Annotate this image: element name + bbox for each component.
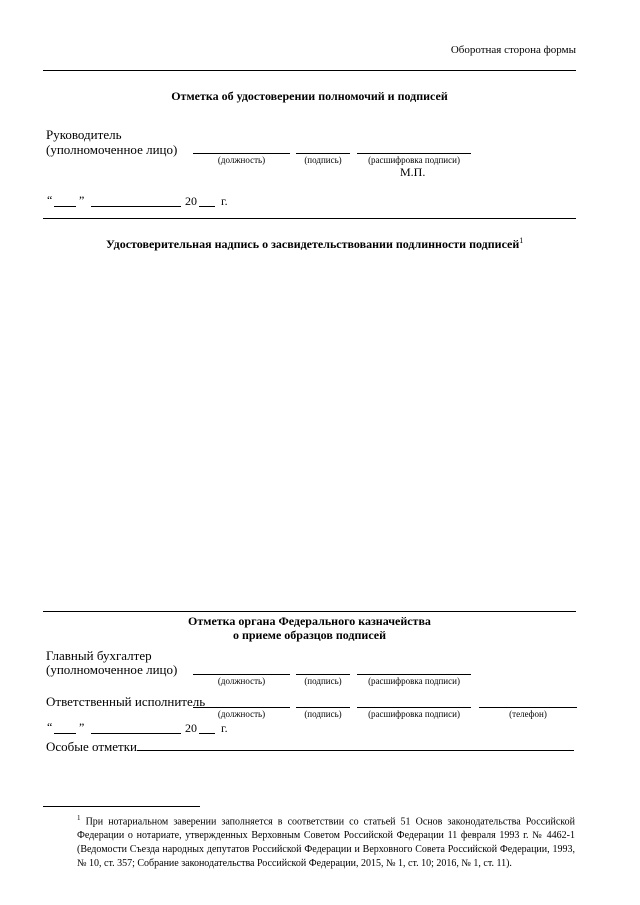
footnote-separator bbox=[43, 806, 200, 807]
executor-signature-caption: (подпись) bbox=[304, 709, 342, 719]
executor-phone-caption: (телефон) bbox=[509, 709, 547, 719]
date-open-quote: “ bbox=[47, 193, 53, 207]
stamp-place-label: М.П. bbox=[400, 165, 426, 179]
section-title-authority: Отметка об удостоверении полномочий и подписей bbox=[171, 89, 448, 103]
executor-signature-line[interactable] bbox=[296, 707, 350, 708]
date-year-suffix: г. bbox=[221, 194, 228, 208]
head-signature-line[interactable] bbox=[296, 153, 350, 154]
executor-decoding-line[interactable] bbox=[357, 707, 471, 708]
section-title-treasury-2: о приеме образцов подписей bbox=[232, 628, 387, 642]
chief-position-caption: (должность) bbox=[217, 676, 266, 686]
form-side-label: Оборотная сторона формы bbox=[450, 44, 576, 56]
footnote-text: При нотариальном заверении заполняется в соответствии со статьей 51 Основ законодательства Российской Федерации о нотариате, утвержденных Верховным Советом Российской Федерации 11 февраля 1993 г. № 4462-1 (Ведомости Съезда народных депутатов Российской Федерации и Верховного Совета Российской Федерации, 1993, № 10, ст. 357; Собрание законодательства Российской Федерации, 2015, № 1, ст. 10; 2016, № 1, ст. 11). bbox=[77, 816, 575, 870]
chief-label: Главный бухгалтер bbox=[46, 648, 152, 663]
special-marks-line[interactable] bbox=[137, 750, 574, 751]
date-day-line[interactable] bbox=[54, 206, 76, 207]
section1-divider bbox=[43, 218, 576, 219]
executor-phone-line[interactable] bbox=[479, 707, 577, 708]
head-sub-label: (уполномоченное лицо) bbox=[46, 142, 178, 157]
chief-signature-caption: (подпись) bbox=[304, 676, 342, 686]
footnote bbox=[77, 811, 575, 871]
section-title-treasury-1: Отметка органа Федерального казначейства bbox=[188, 614, 431, 628]
chief-signature-line[interactable] bbox=[296, 674, 350, 675]
date2-year-prefix: 20 bbox=[185, 721, 197, 735]
executor-position-caption: (должность) bbox=[217, 709, 266, 719]
special-marks-label: Особые отметки bbox=[46, 739, 137, 754]
date-month-line[interactable] bbox=[91, 206, 181, 207]
chief-sub-label: (уполномоченное лицо) bbox=[46, 662, 178, 677]
date-year-line[interactable] bbox=[199, 206, 215, 207]
top-divider bbox=[43, 70, 576, 71]
section-title-notary bbox=[106, 236, 523, 252]
date-year-prefix: 20 bbox=[185, 194, 197, 208]
footnote-mark: 1 bbox=[77, 814, 81, 822]
date2-month-line[interactable] bbox=[91, 733, 181, 734]
head-decoding-line[interactable] bbox=[357, 153, 471, 154]
chief-position-line[interactable] bbox=[193, 674, 290, 675]
chief-decoding-caption: (расшифровка подписи) bbox=[368, 676, 460, 686]
date-close-quote: ” bbox=[79, 193, 85, 207]
date2-year-suffix: г. bbox=[221, 721, 228, 735]
head-position-line[interactable] bbox=[193, 153, 290, 154]
head-label: Руководитель bbox=[46, 127, 122, 142]
signature-caption: (подпись) bbox=[304, 155, 342, 165]
decoding-caption: (расшифровка подписи) bbox=[368, 155, 460, 165]
date2-day-line[interactable] bbox=[54, 733, 76, 734]
position-caption: (должность) bbox=[217, 155, 266, 165]
date2-open-quote: “ bbox=[47, 720, 53, 734]
section2-divider bbox=[43, 611, 576, 612]
footnote-ref: 1 bbox=[519, 236, 524, 245]
notary-title-text: Удостоверительная надпись о засвидетельствовании подлинности подписей bbox=[106, 237, 520, 251]
date2-year-line[interactable] bbox=[199, 733, 215, 734]
executor-position-line[interactable] bbox=[193, 707, 290, 708]
executor-decoding-caption: (расшифровка подписи) bbox=[368, 709, 460, 719]
executor-label: Ответственный исполнитель bbox=[46, 694, 206, 709]
date2-close-quote: ” bbox=[79, 720, 85, 734]
chief-decoding-line[interactable] bbox=[357, 674, 471, 675]
